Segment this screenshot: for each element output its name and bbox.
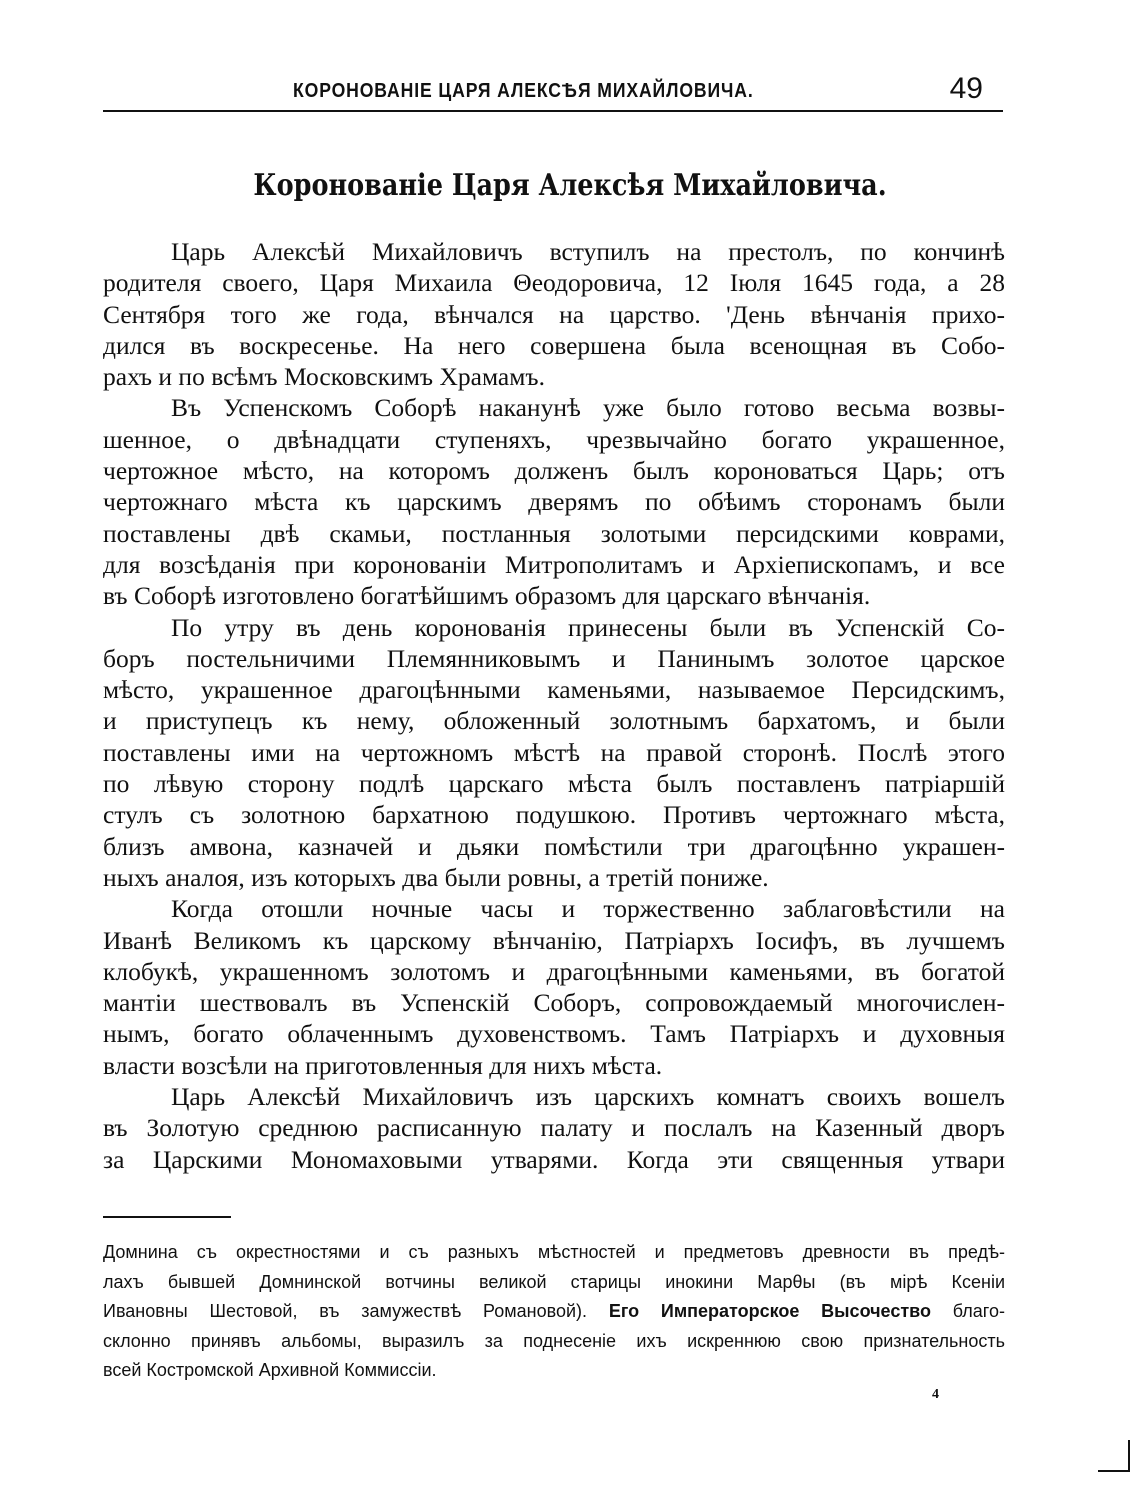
body-text bbox=[103, 236, 1005, 1175]
footnote-rule bbox=[103, 1216, 231, 1218]
body-line: въ Золотую среднюю расписанную палату и послалъ на Казенный дворъ bbox=[103, 1113, 1005, 1143]
body-line: за Царскими Мономаховыми утварями. Когда эти священныя утвари bbox=[103, 1144, 1005, 1174]
footnote-text: Ивановны Шестовой, въ замужествѣ Романовой). bbox=[103, 1301, 588, 1321]
body-line: поставлены двѣ скамьи, постланныя золотыми персидскими коврами, bbox=[103, 518, 1005, 548]
body-line: чертожное мѣсто, на которомъ долженъ былъ короноваться Царь; отъ bbox=[103, 456, 1005, 486]
body-line: ныхъ аналоя, изъ которыхъ два были ровны, а третій пониже. bbox=[103, 862, 769, 892]
body-line: Сентября того же года, вѣнчался на царство. 'День вѣнчанія прихо- bbox=[103, 299, 1005, 329]
body-line: стулъ съ золотною бархатною подушкою. Противъ чертожнаго мѣста, bbox=[103, 800, 1005, 830]
page-number: 49 bbox=[949, 72, 983, 105]
body-line: по лѣвую сторону подлѣ царскаго мѣста былъ поставленъ патріаршій bbox=[103, 769, 1005, 799]
body-line: власти возсѣли на приготовленныя для нихъ мѣста. bbox=[103, 1050, 663, 1080]
body-line: близъ амвона, казначей и дьяки помѣстили три драгоцѣнно украшен- bbox=[103, 831, 1005, 861]
signature-mark: 4 bbox=[932, 1387, 939, 1402]
body-line: клобукѣ, украшенномъ золотомъ и драгоцѣнными каменьями, въ богатой bbox=[103, 956, 1005, 986]
body-line: Царь Алексѣй Михайловичъ изъ царскихъ комнатъ своихъ вошелъ bbox=[171, 1082, 1005, 1112]
body-line: для возсѣданія при коронованіи Митрополитамъ и Архіепископамъ, и все bbox=[103, 549, 1005, 579]
body-line: боръ постельничими Племянниковымъ и Панинымъ золотое царское bbox=[103, 643, 1005, 673]
footnote-line: лахъ бывшей Домнинской вотчины великой старицы инокини Марθы (въ мірѣ Ксеніи bbox=[103, 1271, 1005, 1292]
footnote-line: Домнина съ окрестностями и съ разныхъ мѣстностей и предметовъ древности въ предѣ- bbox=[103, 1242, 1005, 1262]
footnote-line: всей Костромской Архивной Коммиссіи. bbox=[103, 1360, 437, 1380]
body-line: мантіи шествовалъ въ Успенскій Соборъ, сопровождаемый многочислен- bbox=[103, 988, 1005, 1018]
body-line: мѣсто, украшенное драгоцѣнными каменьями, называемое Персидскимъ, bbox=[103, 675, 1005, 705]
body-line: Царь Алексѣй Михайловичъ вступилъ на престолъ, по кончинѣ bbox=[171, 237, 1005, 266]
body-line: Иванѣ Великомъ къ царскому вѣнчанію, Патріархъ Іосифъ, въ лучшемъ bbox=[103, 925, 1005, 955]
body-line: чертожнаго мѣста къ царскимъ дверямъ по обѣимъ сторонамъ были bbox=[103, 487, 1005, 517]
body-line: поставлены ими на чертожномъ мѣстѣ на правой сторонѣ. Послѣ этого bbox=[103, 737, 1005, 767]
body-line: нымъ, богато облаченнымъ духовенствомъ. Тамъ Патріархъ и духовныя bbox=[103, 1019, 1005, 1049]
body-line: По утру въ день коронованія принесены были въ Успенскій Со- bbox=[171, 612, 1005, 642]
body-line: въ Соборѣ изготовлено богатѣйшимъ образомъ для царскаго вѣнчанія. bbox=[103, 581, 871, 611]
footnote-text: благо- bbox=[952, 1301, 1005, 1321]
scan-corner-mark bbox=[1098, 1440, 1130, 1472]
footnote bbox=[103, 1238, 1005, 1386]
footnote-line bbox=[103, 1297, 1005, 1327]
running-header bbox=[103, 72, 1003, 112]
footnote-bold-text: Его Императорское Высочество bbox=[608, 1301, 931, 1321]
footnote-line: склонно принявъ альбомы, выразилъ за поднесеніе ихъ искреннюю свою признательность bbox=[103, 1330, 1005, 1351]
body-line: шенное, о двѣнадцати ступеняхъ, чрезвычайно богато украшенное, bbox=[103, 424, 1005, 454]
running-title: КОРОНОВАНІЕ ЦАРЯ АЛЕКСѢЯ МИХАЙЛОВИЧА. bbox=[293, 80, 754, 102]
body-line: Въ Успенскомъ Соборѣ наканунѣ уже было готово весьма возвы- bbox=[171, 393, 1005, 423]
body-line: и приступецъ къ нему, обложенный золотнымъ бархатомъ, и были bbox=[103, 706, 1005, 736]
body-line: дился въ воскресенье. На него совершена была всенощная въ Собо- bbox=[103, 330, 1005, 360]
body-line: родителя своего, Царя Михаила Θеодоровича, 12 Іюля 1645 года, а 28 bbox=[103, 268, 1005, 298]
body-line: рахъ и по всѣмъ Московскимъ Храмамъ. bbox=[103, 362, 545, 392]
chapter-title: Коронованіе Царя Алексѣя Михайловича. bbox=[253, 168, 887, 203]
body-line: Когда отошли ночные часы и торжественно заблаговѣстили на bbox=[171, 894, 1005, 924]
